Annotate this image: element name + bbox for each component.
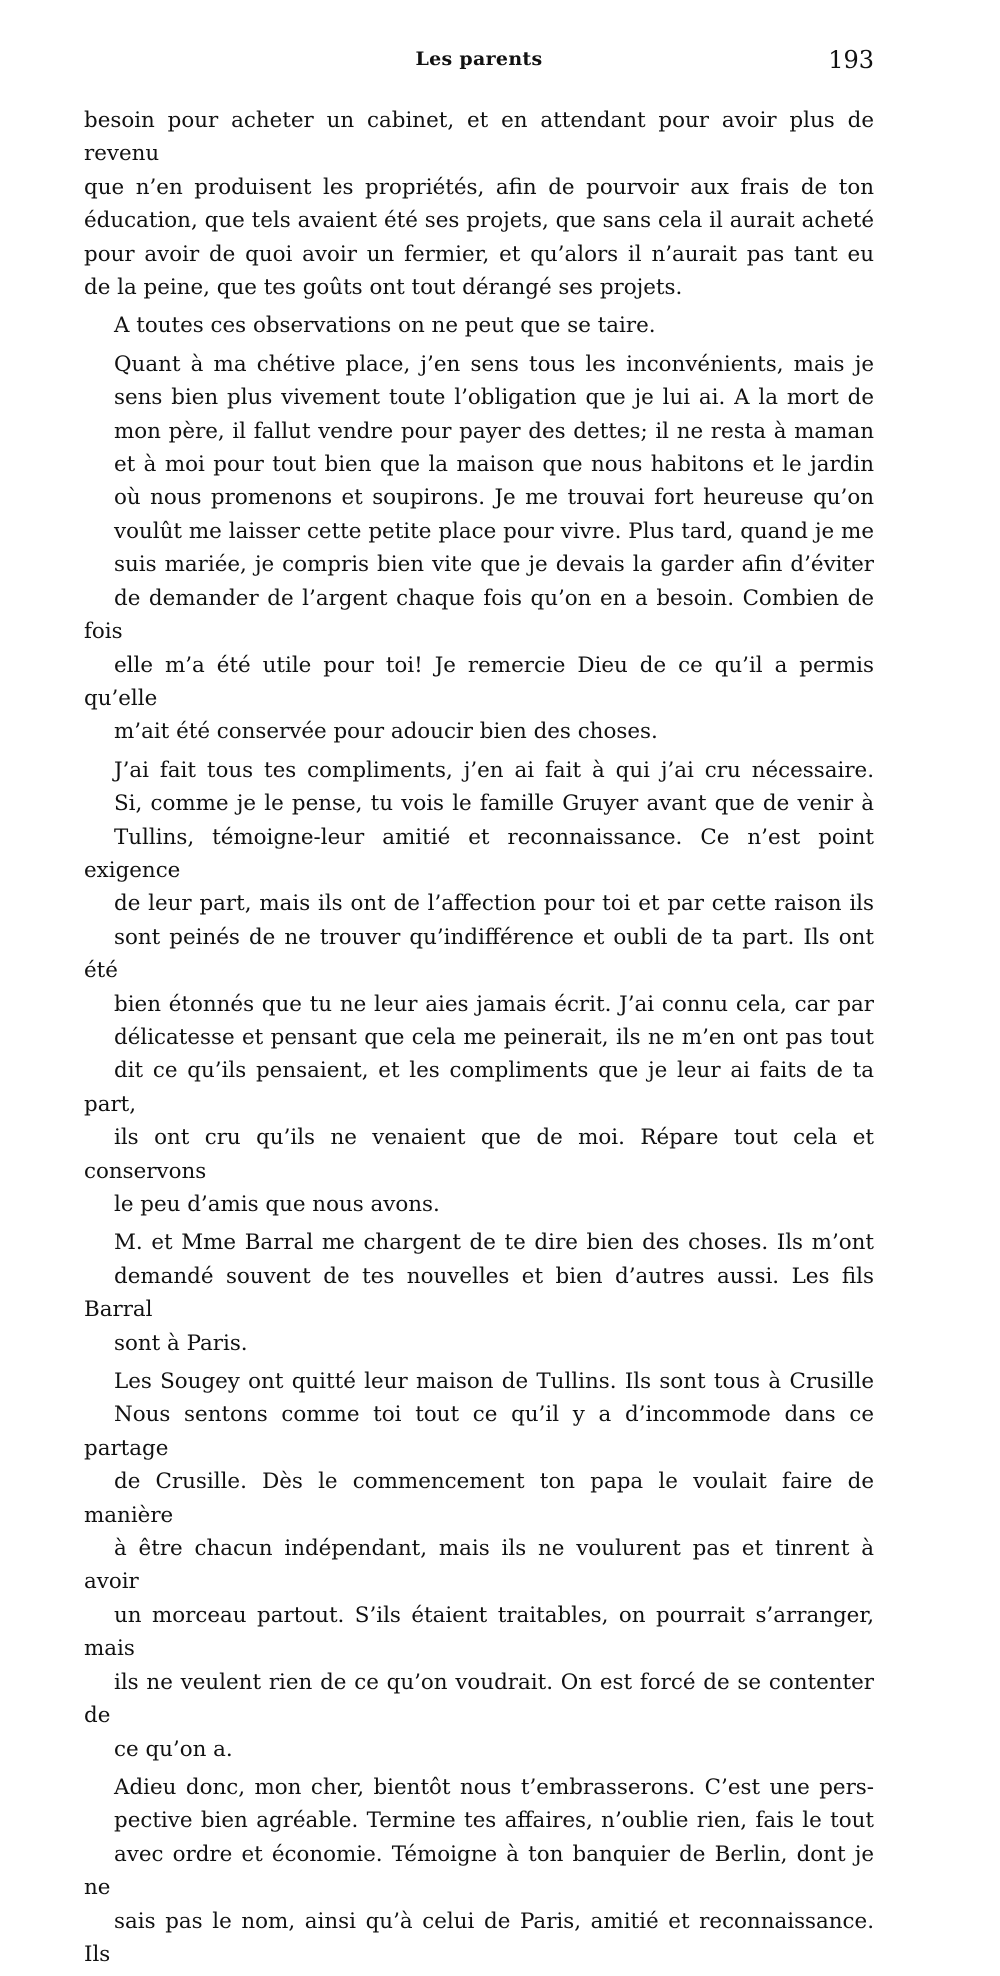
text-line: bien étonnés que tu ne leur aies jamais écrit. J’ai connu cela, car par (114, 991, 874, 1017)
paragraph (84, 104, 874, 304)
text-line: de Crusille. Dès le commencement ton papa le voulait faire de manière (84, 1469, 874, 1528)
text-line: Les Sougey ont quitté leur maison de Tullins. Ils sont tous à Crusille (114, 1369, 874, 1395)
text-line: pour avoir de quoi avoir un fermier, et qu’alors il n’aurait pas tant eu (84, 241, 874, 267)
text-line: besoin pour acheter un cabinet, et en attendant pour avoir plus de revenu (84, 108, 874, 167)
paragraph (84, 1226, 874, 1360)
text-line: de leur part, mais ils ont de l’affection pour toi et par cette raison ils (114, 891, 874, 917)
text-line: m’ait été conservée pour adoucir bien des choses. (114, 719, 658, 745)
text-line: et à moi pour tout bien que la maison que nous habitons et le jardin (114, 452, 874, 478)
text-line: J’ai fait tous tes compliments, j’en ai fait à qui j’ai cru nécessaire. (114, 757, 874, 783)
text-line: où nous promenons et soupirons. Je me trouvai fort heureuse qu’on (114, 485, 874, 511)
paragraph (84, 754, 874, 1222)
text-line: sais pas le nom, ainsi qu’à celui de Paris, amitié et reconnaissance. Ils (84, 1908, 874, 1967)
text-line: A toutes ces observations on ne peut que se taire. (114, 313, 656, 339)
text-line: ils ont cru qu’ils ne venaient que de moi. Répare tout cela et conservons (84, 1125, 874, 1184)
text-line: que n’en produisent les propriétés, afin de pourvoir aux frais de ton (84, 174, 874, 200)
text-line: mon père, il fallut vendre pour payer des dettes; il ne resta à maman (114, 418, 874, 444)
text-line: elle m’a été utile pour toi! Je remercie Dieu de ce qu’il a permis qu’elle (84, 652, 874, 711)
text-line: Tullins, témoigne-leur amitié et reconnaissance. Ce n’est point exigence (84, 824, 874, 883)
text-line: à être chacun indépendant, mais ils ne voulurent pas et tinrent à avoir (84, 1536, 874, 1595)
text-line: demandé souvent de tes nouvelles et bien d’autres aussi. Les fils Barral (84, 1263, 874, 1323)
text-line: avec ordre et économie. Témoigne à ton banquier de Berlin, dont je ne (84, 1841, 874, 1901)
text-line: éducation, que tels avaient été ses projets, que sans cela il aurait acheté (84, 208, 874, 234)
text-line: ce qu’on a. (114, 1736, 233, 1762)
text-line: de demander de l’argent chaque fois qu’on en a besoin. Combien de fois (84, 585, 874, 645)
paragraph (84, 348, 874, 749)
body-text (84, 104, 874, 1976)
text-line: sont peinés de ne trouver qu’indifférence et oubli de ta part. Ils ont été (84, 924, 874, 984)
text-line: Nous sentons comme toi tout ce qu’il y a d’incommode dans ce partage (84, 1402, 874, 1461)
text-line: sens bien plus vivement toute l’obligation que je lui ai. A la mort de (114, 385, 874, 411)
text-line: ils ne veulent rien de ce qu’on voudrait. On est forcé de se contenter de (84, 1669, 874, 1729)
paragraph (84, 309, 874, 342)
text-line: Si, comme je le pense, tu vois le famille Gruyer avant que de venir à (114, 791, 874, 817)
text-line: un morceau partout. S’ils étaient traitables, on pourrait s’arranger, mais (84, 1602, 874, 1662)
paragraph (84, 1771, 874, 1971)
running-title: Les parents (415, 48, 543, 70)
text-line: Adieu donc, mon cher, bientôt nous t’embrasserons. C’est une pers- (114, 1774, 874, 1800)
page-number: 193 (828, 46, 874, 74)
text-line: dit ce qu’ils pensaient, et les compliments que je leur ai faits de ta part, (84, 1058, 874, 1117)
text-line: M. et Mme Barral me chargent de te dire bien des choses. Ils m’ont (114, 1230, 874, 1256)
text-line: de la peine, que tes goûts ont tout dérangé ses projets. (84, 275, 683, 301)
running-head (84, 46, 874, 78)
text-line: sont à Paris. (114, 1330, 248, 1356)
text-line: voulût me laisser cette petite place pour vivre. Plus tard, quand je me (114, 518, 874, 544)
text-line: délicatesse et pensant que cela me peinerait, ils ne m’en ont pas tout (114, 1024, 874, 1050)
text-line: le peu d’amis que nous avons. (114, 1192, 440, 1217)
text-line: pective bien agréable. Termine tes affaires, n’oublie rien, fais le tout (114, 1808, 874, 1834)
paragraph (84, 1365, 874, 1766)
text-line: suis mariée, je compris bien vite que je devais la garder afin d’éviter (114, 552, 874, 578)
text-line: Quant à ma chétive place, j’en sens tous les inconvénients, mais je (114, 351, 874, 377)
